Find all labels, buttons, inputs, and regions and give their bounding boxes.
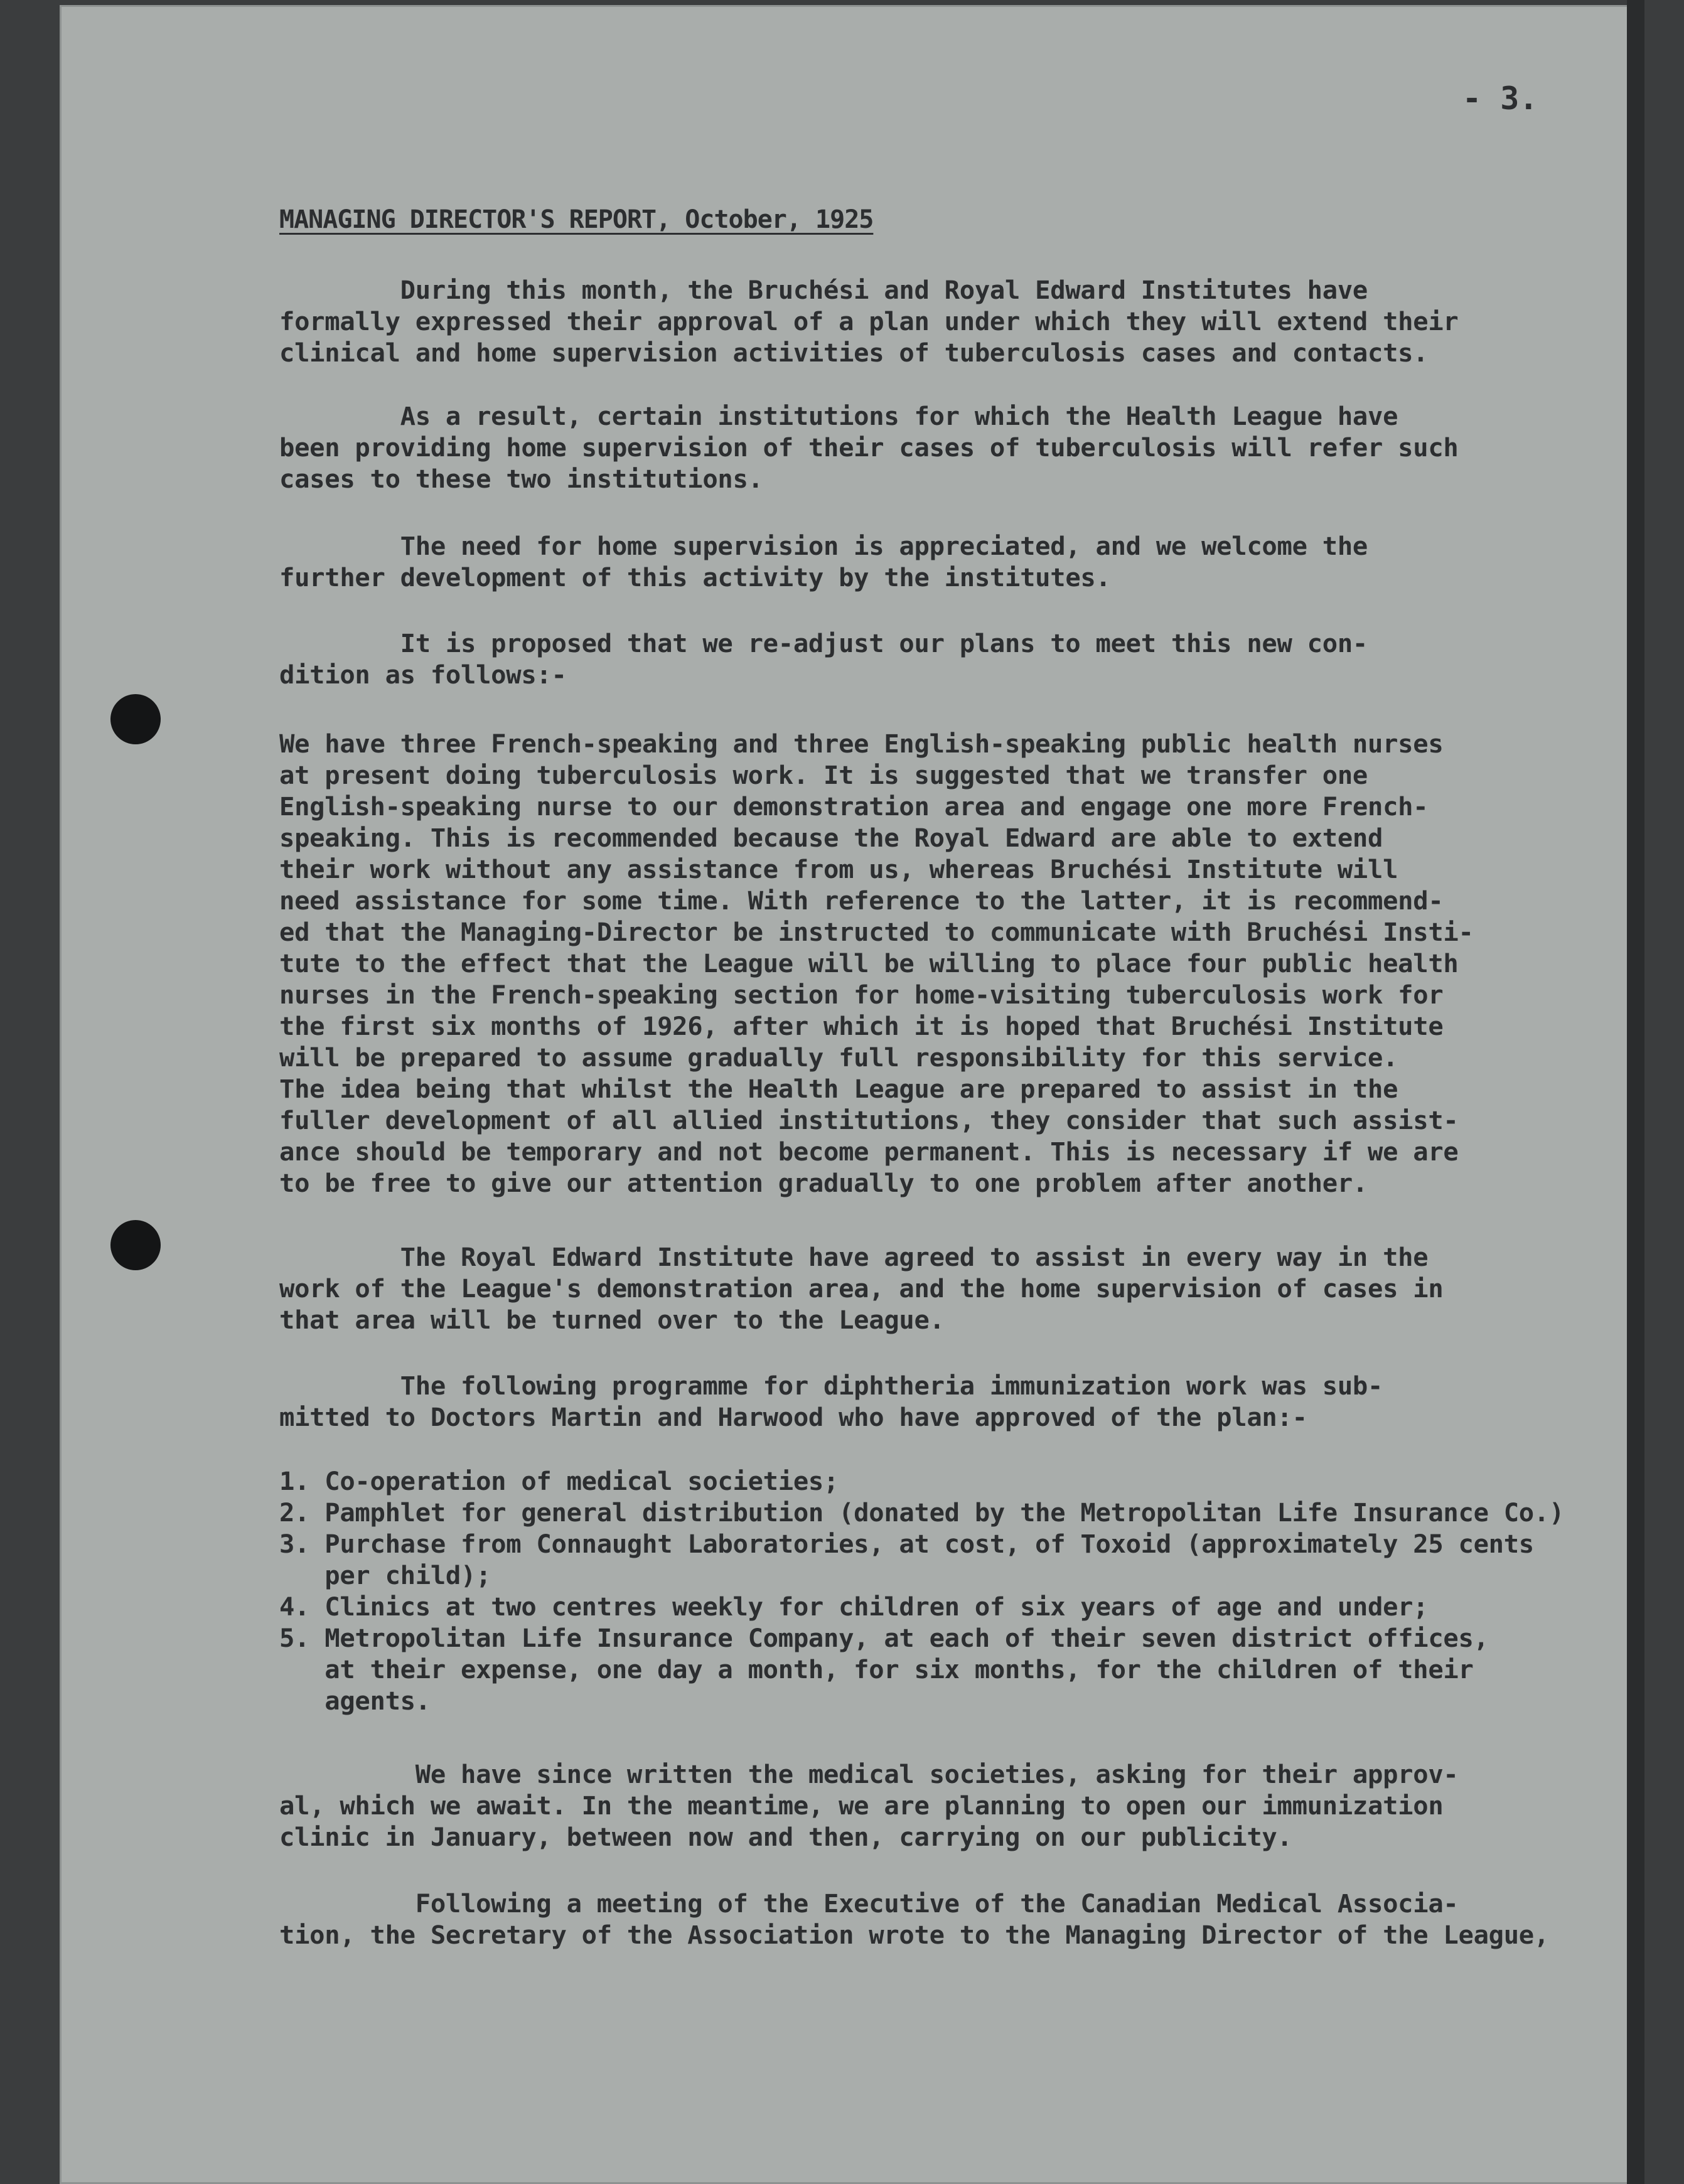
- paragraph-7: The following programme for diphtheria immunization work was sub- mitted to Doctors Martin and Harwood who have approved of the plan:-: [279, 1371, 1383, 1432]
- paragraph-2: As a result, certain institutions for which the Health League have been providing home supervision of their cases of tuberculosis will refer such cases to these two institutions.: [279, 401, 1459, 494]
- report-heading: MANAGING DIRECTOR'S REPORT, October, 1925: [279, 205, 874, 234]
- paragraph-1: During this month, the Bruchési and Royal Edward Institutes have formally expressed their approval of a plan under which they will extend their clinical and home supervision activities of tuberculosis cases and contacts.: [279, 275, 1459, 368]
- punch-hole-top: [110, 694, 161, 744]
- numbered-list: 1. Co-operation of medical societies; 2. Pamphlet for general distribution (donated by the Metropolitan Life Insurance Co.) 3. Purchase from Connaught Laboratories, at cost, of Toxoid (approximately 25 cents per child); 4. Clinics at two centres weekly for children of six years of age and under; 5. Metropolitan Life Insurance Company, at each of their seven district offices, at their expense, one day a month, for six months, for the children of their agents.: [279, 1466, 1565, 1716]
- paragraph-9: Following a meeting of the Executive of the Canadian Medical Associa- tion, the Secretary of the Association wrote to the Managing Director of the League,: [279, 1888, 1549, 1950]
- paragraph-6: The Royal Edward Institute have agreed to assist in every way in the work of the League's demonstration area, and the home supervision of cases in that area will be turned over to the League.: [279, 1242, 1444, 1335]
- page-number: - 3.: [1462, 80, 1538, 117]
- paragraph-3: The need for home supervision is appreciated, and we welcome the further development of this activity by the institutes.: [279, 531, 1368, 592]
- paragraph-4: It is proposed that we re-adjust our plans to meet this new con- dition as follows:-: [279, 628, 1368, 690]
- paragraph-8: We have since written the medical societies, asking for their approv- al, which we await. In the meantime, we are planning to open our immunization clinic in January, between now and then, carrying on our publicity.: [279, 1759, 1459, 1852]
- page-edge-shadow: [1627, 0, 1644, 2184]
- punch-hole-bottom: [110, 1220, 161, 1270]
- paragraph-5: We have three French-speaking and three English-speaking public health nurses at present doing tuberculosis work. It is suggested that we transfer one English-speaking nurse to our demonstration area and engage one more French- speaking. This is recommended because the Royal Edward are able to extend their work without any assistance from us, whereas Bruchési Institute will need assistance for some time. With reference to the latter, it is recommend- ed that the Managing-Director be instructed to communicate with Bruchési Insti- tute to the effect that the League will be willing to place four public health nurses in the French-speaking section for home-visiting tuberculosis work for the first six months of 1926, after which it is hoped that Bruchési Institute will be prepared to assume gradually full responsibility for this service. The idea being that whilst the Health League are prepared to assist in the fuller development of all allied institutions, they consider that such assist- ance should be temporary and not become permanent. This is necessary if we are to be free to give our attention gradually to one problem after another.: [279, 729, 1474, 1198]
